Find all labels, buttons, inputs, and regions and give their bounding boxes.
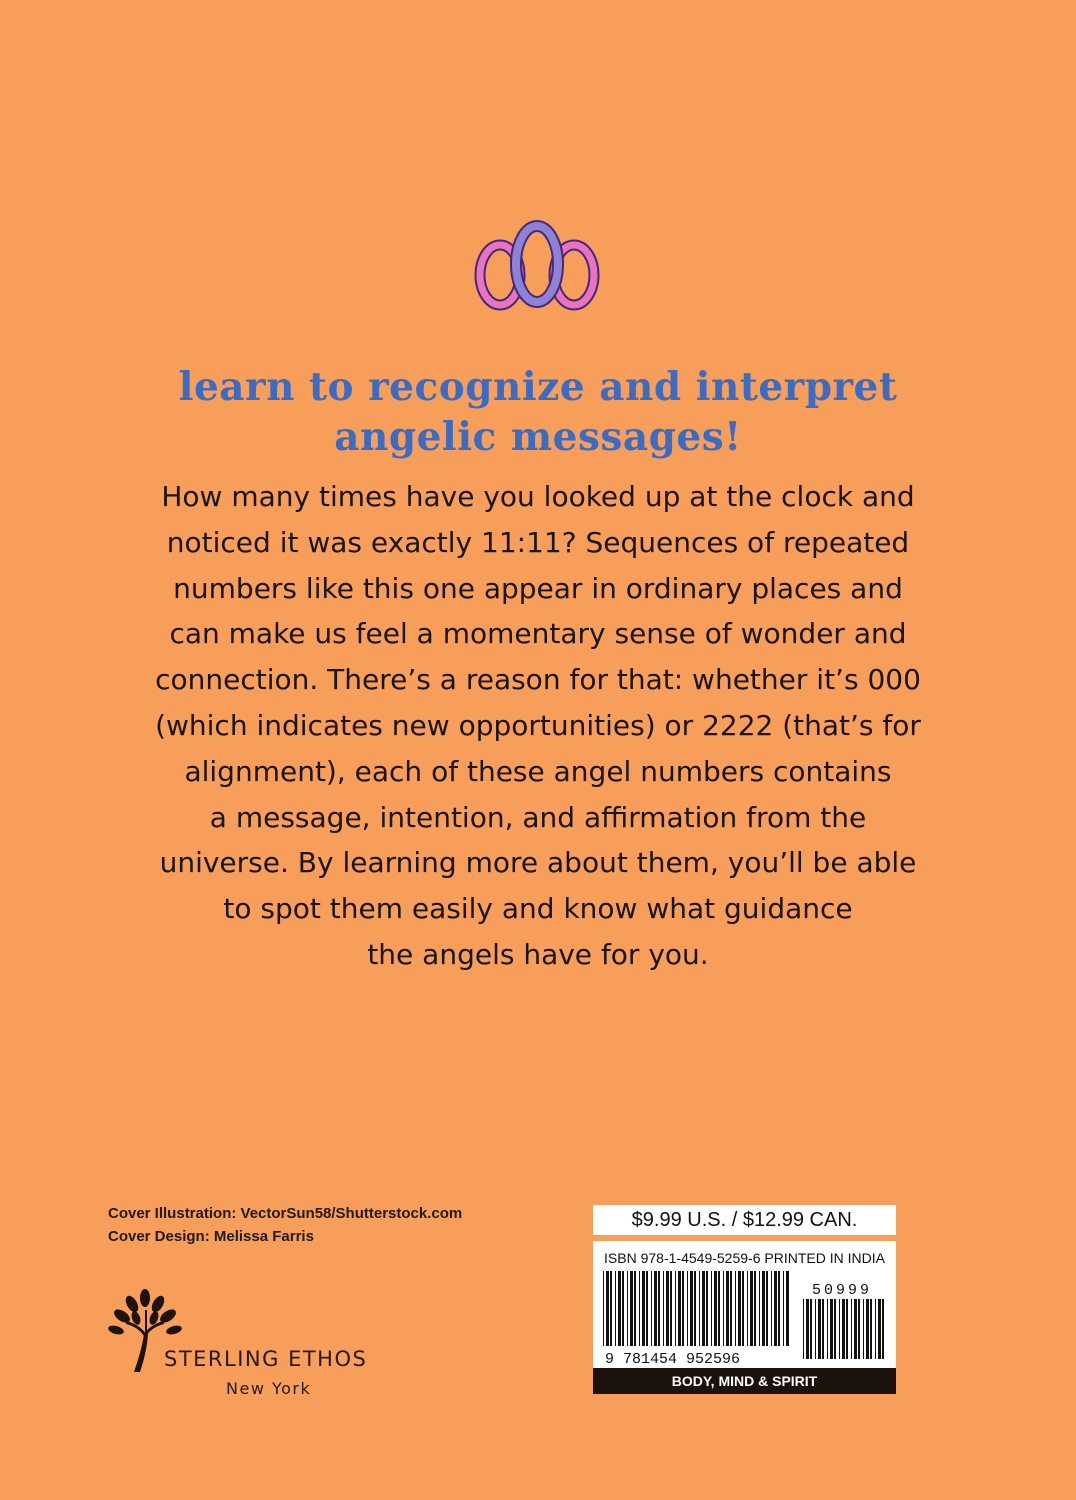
barcode-bar — [646, 1271, 648, 1346]
barcode-bar — [610, 1271, 612, 1346]
design-credit: Cover Design: Melissa Farris — [108, 1228, 314, 1245]
barcode-bar — [827, 1299, 828, 1359]
barcode-bar — [774, 1271, 777, 1346]
description-line: universe. By learning more about them, you’ll be able — [159, 846, 917, 880]
description-line: numbers like this one appear in ordinary places and — [173, 571, 903, 605]
barcode-bar — [603, 1271, 604, 1346]
barcode-bar — [854, 1299, 857, 1359]
description-line: the angels have for you. — [367, 937, 709, 971]
barcode-bar — [622, 1271, 624, 1346]
barcode-bar — [822, 1299, 824, 1359]
barcode-bar — [735, 1271, 736, 1346]
description-line: can make us feel a momentary sense of wonder and — [169, 617, 907, 651]
barcode-bar — [714, 1271, 717, 1346]
barcode-bar — [630, 1271, 633, 1346]
headline-line: learn to recognize and interpret — [178, 364, 898, 410]
barcode-bar — [766, 1271, 768, 1346]
cover-credits — [108, 1202, 462, 1248]
barcode-bar — [830, 1299, 833, 1359]
barcode-bar — [651, 1271, 652, 1346]
isbn-text: ISBN 978-1-4549-5259-6 PRINTED IN INDIA — [604, 1250, 885, 1266]
description-line: to spot them easily and know what guidance — [223, 892, 853, 926]
barcode-bar — [742, 1271, 744, 1346]
barcode-bar — [754, 1271, 756, 1346]
barcode-bar — [670, 1271, 672, 1346]
barcode-bar — [654, 1271, 657, 1346]
barcode-bar — [658, 1271, 660, 1346]
barcode-bar — [810, 1299, 812, 1359]
barcode-bar — [870, 1299, 872, 1359]
barcode-bar — [642, 1271, 645, 1346]
barcode-bar — [747, 1271, 748, 1346]
barcode-bar — [726, 1271, 729, 1346]
barcode-bar — [615, 1271, 616, 1346]
headline — [60, 362, 1016, 462]
barcode-bar — [687, 1271, 688, 1346]
price-label: $9.99 U.S. / $12.99 CAN. — [593, 1205, 896, 1235]
category-label: BODY, MIND & SPIRIT — [593, 1368, 896, 1394]
barcode-bar — [678, 1271, 681, 1346]
description-line: How many times have you looked up at the clock and — [161, 480, 915, 513]
barcode-bar — [806, 1299, 809, 1359]
barcode-bar — [634, 1271, 636, 1346]
barcode-bar — [738, 1271, 741, 1346]
barcode-bar — [786, 1271, 789, 1346]
barcode-bar — [682, 1271, 684, 1346]
barcode-bar — [606, 1271, 609, 1346]
barcode-bar — [759, 1271, 760, 1346]
barcode-bar — [866, 1299, 869, 1359]
barcode-bar — [675, 1271, 676, 1346]
barcode-bar — [699, 1271, 700, 1346]
barcode-bar — [863, 1299, 864, 1359]
description-line: a message, intention, and affirmation from the — [209, 800, 867, 834]
illustration-credit: Cover Illustration: VectorSun58/Shutterstock.com — [108, 1205, 463, 1222]
barcode-bar — [639, 1271, 640, 1346]
description-line: (which indicates new opportunities) or 2222 (that’s for — [155, 708, 921, 742]
barcode-bar — [718, 1271, 720, 1346]
barcode-bar — [818, 1299, 821, 1359]
barcode-bar — [706, 1271, 708, 1346]
barcode-bar — [875, 1299, 876, 1359]
barcode-bar — [846, 1299, 848, 1359]
triple-zero-logo-icon — [462, 220, 612, 312]
barcode-bar — [878, 1299, 881, 1359]
description — [80, 474, 996, 978]
barcode-bar — [750, 1271, 753, 1346]
barcode-bar — [858, 1299, 860, 1359]
barcode-bar — [834, 1299, 836, 1359]
barcode-bar — [783, 1271, 784, 1346]
barcode-bar — [882, 1299, 884, 1359]
barcode-bar — [730, 1271, 732, 1346]
barcode-bar — [778, 1271, 780, 1346]
publisher-name: STERLING ETHOS — [164, 1347, 368, 1371]
barcode-panel — [593, 1241, 896, 1368]
description-line: noticed it was exactly 11:11? Sequences of repeated — [166, 525, 910, 559]
barcode-bar — [663, 1271, 664, 1346]
description-line: alignment), each of these angel numbers contains — [184, 754, 892, 788]
barcode-bar — [803, 1299, 804, 1359]
barcode-bar — [771, 1271, 772, 1346]
barcode-bar — [723, 1271, 724, 1346]
barcode-bar — [702, 1271, 705, 1346]
barcode-bar — [666, 1271, 669, 1346]
barcode-main-digits: 9 781454 952596 — [605, 1351, 741, 1368]
barcode-bar — [711, 1271, 712, 1346]
barcode-bar — [839, 1299, 840, 1359]
barcode-bar — [762, 1271, 765, 1346]
barcode-bar — [694, 1271, 696, 1346]
barcode-bar — [851, 1299, 852, 1359]
barcode-icon — [593, 1241, 896, 1368]
barcode-bar — [627, 1271, 628, 1346]
description-line: connection. There’s a reason for that: whether it’s 000 — [155, 663, 921, 697]
barcode-bar — [618, 1271, 621, 1346]
barcode-addon-digits: 50999 — [812, 1282, 873, 1299]
barcode-bar — [815, 1299, 816, 1359]
headline-line: angelic messages! — [334, 414, 742, 460]
barcode-bar — [690, 1271, 693, 1346]
barcode-bar — [842, 1299, 845, 1359]
publisher-city: New York — [226, 1379, 312, 1398]
